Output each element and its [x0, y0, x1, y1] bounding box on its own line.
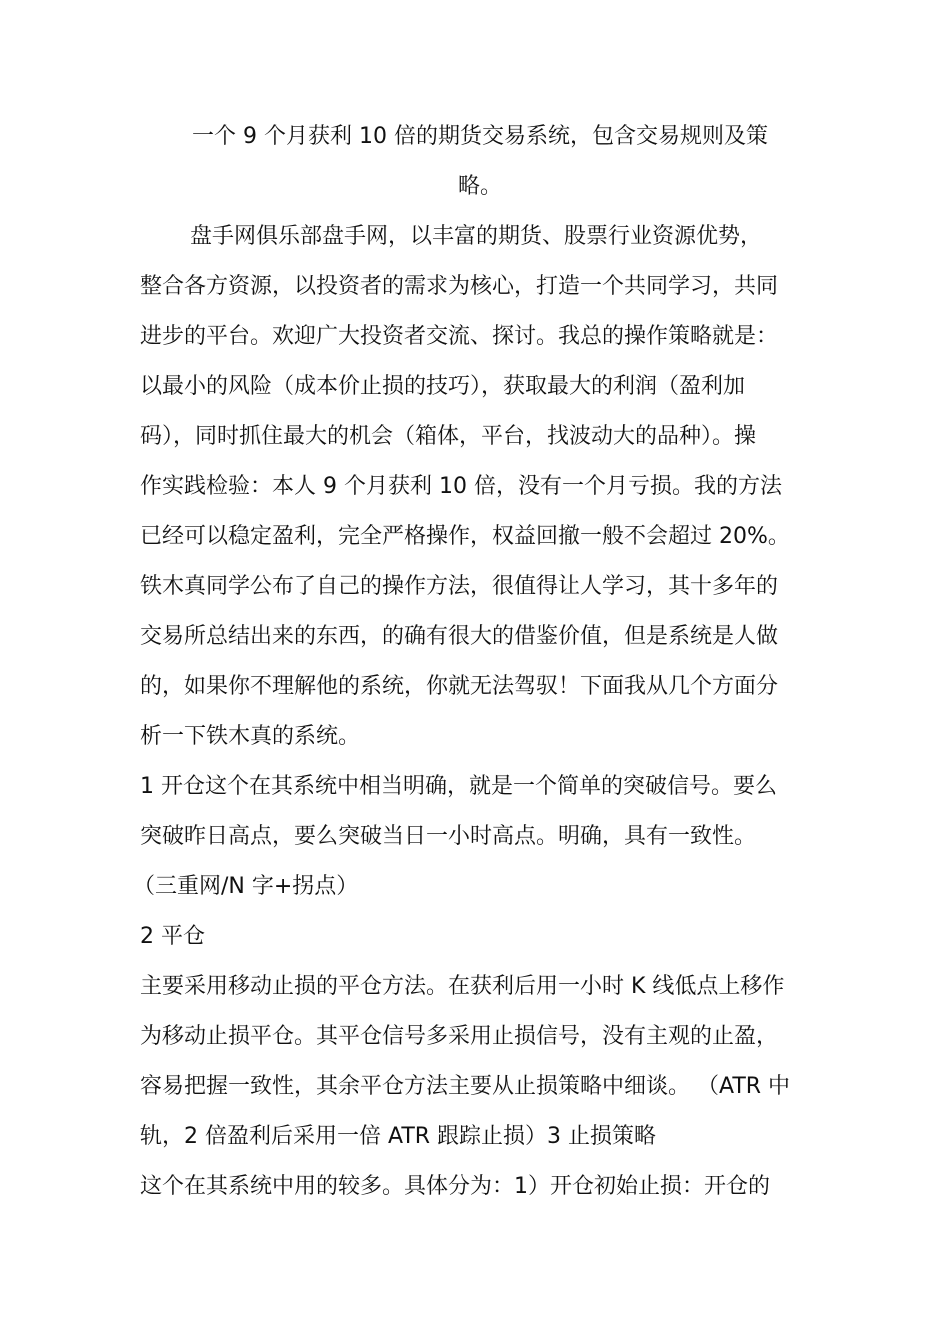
- paragraph-line-9: 交易所总结出来的东西，的确有很大的借鉴价值，但是系统是人做: [140, 624, 779, 649]
- paragraph-line-18: 容易把握一致性，其余平仓方法主要从止损策略中细谈。 （ATR 中: [140, 1074, 791, 1099]
- paragraph-line-19: 轨，2 倍盈利后采用一倍 ATR 跟踪止损）3 止损策略: [140, 1124, 657, 1149]
- paragraph-line-6: 作实践检验：本人 9 个月获利 10 倍，没有一个月亏损。我的方法: [140, 474, 782, 499]
- paragraph-line-4: 以最小的风险（成本价止损的技巧），获取最大的利润（盈利加: [140, 374, 746, 399]
- paragraph-line-11: 析一下铁木真的系统。: [140, 724, 361, 749]
- document-title-line-1: 一个 9 个月获利 10 倍的期货交易系统，包含交易规则及策: [192, 124, 768, 149]
- section-heading-close-position: 2 平仓: [140, 924, 205, 949]
- paragraph-line-7: 已经可以稳定盈利，完全严格操作，权益回撤一般不会超过 20%。: [140, 524, 790, 549]
- paragraph-line-3: 进步的平台。欢迎广大投资者交流、探讨。我总的操作策略就是：: [140, 324, 779, 349]
- paragraph-line-8: 铁木真同学公布了自己的操作方法，很值得让人学习，其十多年的: [140, 574, 779, 599]
- paragraph-line-20: 这个在其系统中用的较多。具体分为：1）开仓初始止损：开仓的: [140, 1174, 770, 1199]
- paragraph-line-1: 盘手网俱乐部盘手网，以丰富的期货、股票行业资源优势，: [190, 224, 763, 249]
- paragraph-line-17: 为移动止损平仓。其平仓信号多采用止损信号，没有主观的止盈，: [140, 1024, 779, 1049]
- paragraph-line-12: 1 开仓这个在其系统中相当明确，就是一个简单的突破信号。要么: [140, 774, 777, 799]
- paragraph-line-13: 突破昨日高点，要么突破当日一小时高点。明确，具有一致性。: [140, 824, 757, 849]
- paragraph-line-5: 码），同时抓住最大的机会（箱体，平台，找波动大的品种）。操: [140, 424, 757, 449]
- paragraph-line-16: 主要采用移动止损的平仓方法。在获利后用一小时 K 线低点上移作: [140, 974, 785, 999]
- document-title-line-2: 略。: [457, 174, 502, 199]
- paragraph-line-14: （三重网/N 字+拐点）: [133, 874, 359, 899]
- paragraph-line-10: 的，如果你不理解他的系统，你就无法驾驭！下面我从几个方面分: [140, 674, 779, 699]
- paragraph-line-2: 整合各方资源，以投资者的需求为核心，打造一个共同学习，共同: [140, 274, 779, 299]
